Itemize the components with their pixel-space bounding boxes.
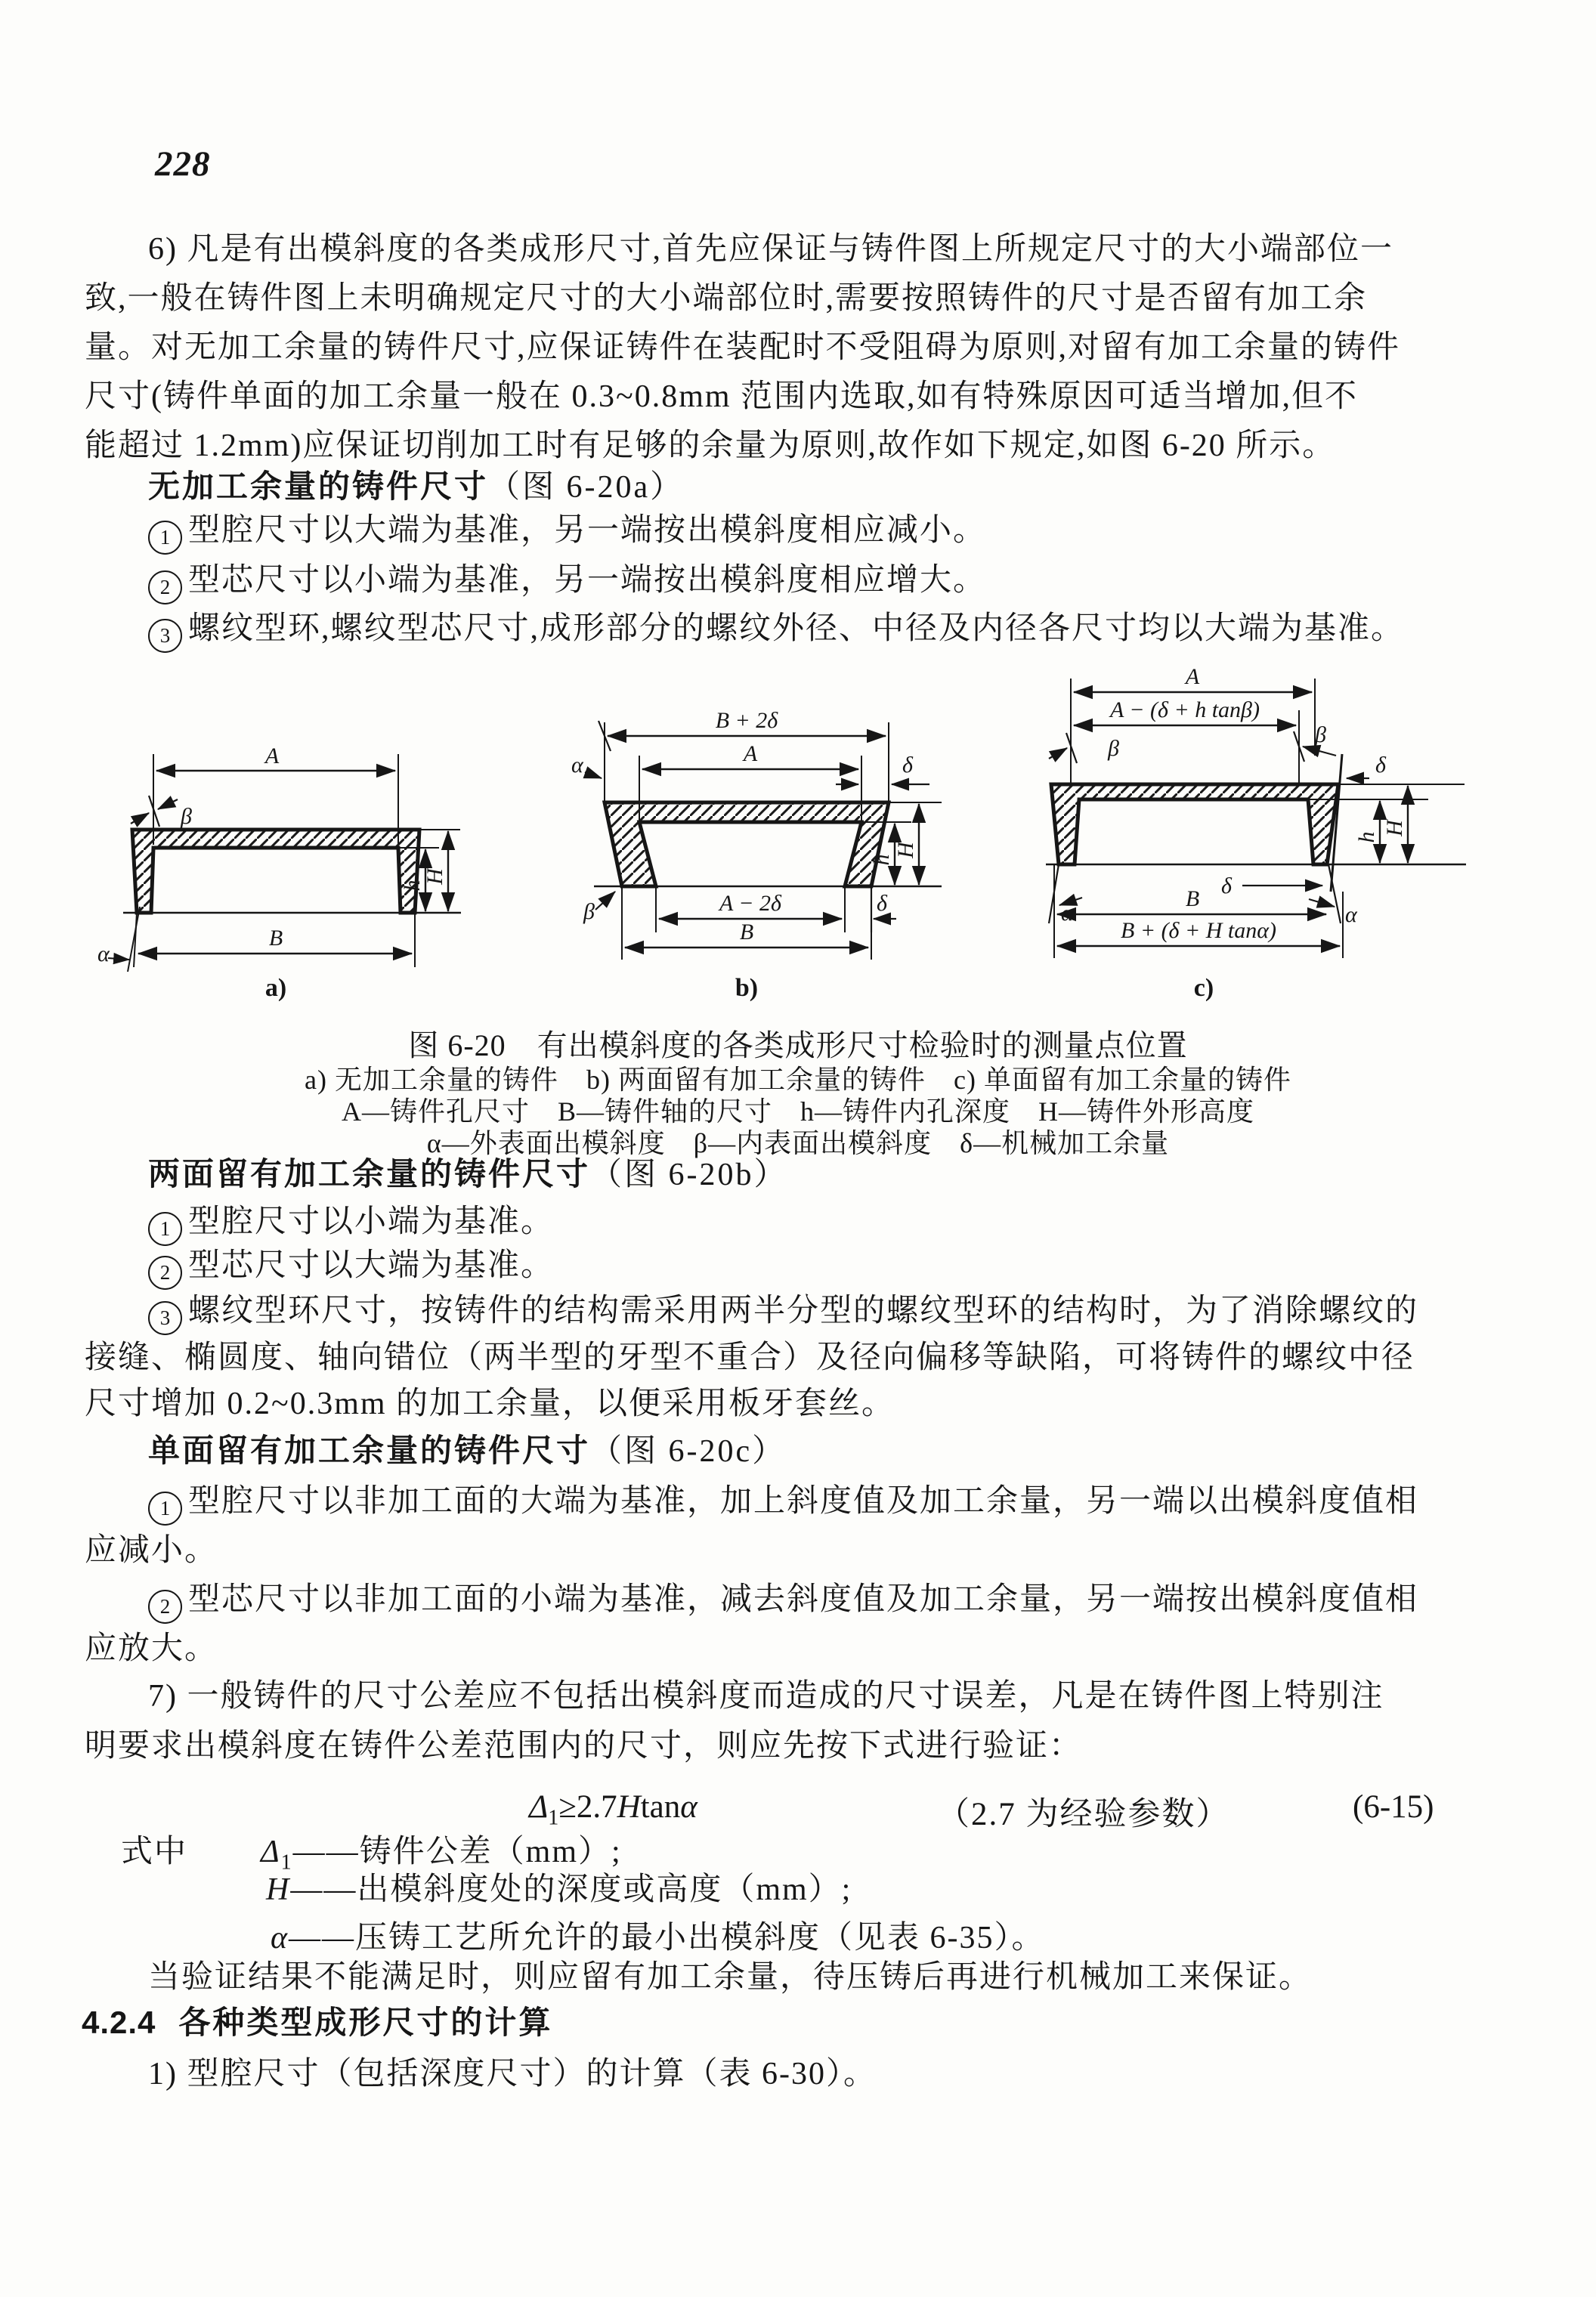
list-item-text: 型芯尺寸以非加工面的小端为基准，减去斜度值及加工余量，另一端按出模斜度值相 <box>188 1582 1419 1617</box>
dimension-A <box>1071 679 1315 784</box>
paragraph-line: 1) 型腔尺寸（包括深度尺寸）的计算（表 6-30）。 <box>148 2057 877 2091</box>
dim-label-B: B <box>1185 886 1200 911</box>
list-item <box>148 1482 1418 1526</box>
variable-H: H <box>266 1872 291 1907</box>
paragraph-line: 7) 一般铸件的尺寸公差应不包括出模斜度而造成的尺寸误差，凡是在铸件图上特别注 <box>148 1679 1384 1714</box>
equation-expression <box>529 1788 697 1831</box>
paragraph-line: 6) 凡是有出模斜度的各类成形尺寸,首先应保证与铸件图上所规定尺寸的大小端部位一 <box>148 232 1393 267</box>
list-item <box>148 1580 1418 1624</box>
angle-label-beta-left: β <box>1108 736 1119 761</box>
figure-reference: （图 6-20b） <box>590 1158 788 1192</box>
definition-text: ——压铸工艺所允许的最小出模斜度（见表 6-35）。 <box>289 1921 1045 1955</box>
figure-panel-b <box>565 657 1004 1012</box>
definition-text: ——铸件公差（mm）; <box>292 1835 622 1869</box>
delta-label-bottom: δ <box>1221 873 1232 898</box>
figure-caption-subpanels: a) 无加工余量的铸件 b) 两面留有加工余量的铸件 c) 单面留有加工余量的铸件 <box>305 1065 1291 1095</box>
definition-text: ——出模斜度处的深度或高度（mm）; <box>290 1872 852 1907</box>
angle-alpha-mark <box>585 721 611 778</box>
tan-function: tan <box>640 1789 681 1825</box>
list-item <box>148 511 986 555</box>
paragraph-line: 能超过 1.2mm)应保证切削加工时有足够的余量为原则,故作如下规定,如图 6-20 所示。 <box>85 428 1336 463</box>
dim-label-A-reduced: A − (δ + h tanβ) <box>1110 697 1260 722</box>
paragraph-line: 当验证结果不能满足时，则应留有加工余量，待压铸后再进行机械加工来保证。 <box>148 1960 1313 1995</box>
figure-reference: （图 6-20a） <box>488 470 685 505</box>
dim-label-h: h <box>1354 831 1379 843</box>
list-item-text: 型腔尺寸以小端为基准。 <box>188 1204 555 1239</box>
circled-number: 3 <box>148 1301 182 1335</box>
subheading-one-face <box>148 1431 786 1472</box>
dim-label-H: H <box>893 842 918 858</box>
panel-label-a: a) <box>264 974 287 1002</box>
where-def-alpha <box>271 1912 1045 1958</box>
list-item <box>148 1291 1418 1335</box>
angle-label-alpha-right: α <box>1345 902 1357 927</box>
dim-label-H: H <box>1382 820 1407 836</box>
dim-label-A: A <box>264 744 280 768</box>
list-item <box>148 561 986 604</box>
paragraph-line: 应减小。 <box>85 1533 218 1568</box>
paragraph-line: 量。对无加工余量的铸件尺寸,应保证铸件在装配时不受阻碍为原则,对留有加工余量的铸件 <box>85 330 1401 365</box>
delta-subscript: 1 <box>548 1806 559 1830</box>
section-title: 各种类型成形尺寸的计算 <box>178 2005 553 2040</box>
dim-label-A: A <box>1185 664 1200 689</box>
variable-alpha: α <box>271 1921 289 1955</box>
angle-beta-marks <box>1049 731 1336 763</box>
angle-label-beta-right: β <box>1315 722 1326 747</box>
panel-label-b: b) <box>735 974 759 1002</box>
page-number: 228 <box>155 144 211 184</box>
delta-symbol: Δ <box>261 1835 281 1869</box>
list-item-text: 螺纹型环,螺纹型芯尺寸,成形部分的螺纹外径、中径及内径各尺寸均以大端为基准。 <box>188 611 1405 646</box>
subheading-both-faces <box>148 1155 788 1195</box>
list-item-text: 型腔尺寸以大端为基准，另一端按出模斜度相应减小。 <box>188 513 987 548</box>
list-item-text: 型腔尺寸以非加工面的大端为基准，加上斜度值及加工余量，另一端以出模斜度值相 <box>188 1484 1419 1519</box>
list-item <box>148 1202 554 1246</box>
paragraph-line: 明要求出模斜度在铸件公差范围内的尺寸，则应先按下式进行验证： <box>85 1729 1083 1764</box>
relation-symbol: ≥ <box>558 1789 577 1825</box>
delta-label-top: δ <box>1375 753 1386 778</box>
subheading-text: 单面留有加工余量的铸件尺寸 <box>148 1433 591 1468</box>
figure-caption-legend2: α—外表面出模斜度 β—内表面出模斜度 δ—机械加工余量 <box>426 1128 1170 1158</box>
delta-symbol: Δ <box>529 1789 549 1825</box>
circled-number: 2 <box>148 1256 182 1290</box>
where-def-H <box>266 1864 852 1909</box>
list-item-text: 螺纹型环尺寸，按铸件的结构需采用两半分型的螺纹型环的结构时，为了消除螺纹的 <box>188 1294 1419 1328</box>
dim-label-A: A <box>743 741 758 766</box>
paragraph-line: 应放大。 <box>85 1631 218 1666</box>
angle-label-beta: β <box>583 899 595 924</box>
dim-label-h: h <box>869 854 894 866</box>
angle-label-alpha: α <box>571 753 583 778</box>
paragraph-line: 致,一般在铸件图上未明确规定尺寸的大小端部位时,需要按照铸件的尺寸是否留有加工余 <box>85 281 1368 316</box>
variable-H: H <box>617 1789 641 1825</box>
circled-number: 2 <box>148 1590 182 1624</box>
circled-number: 1 <box>148 521 182 555</box>
figure-reference: （图 6-20c） <box>590 1434 787 1469</box>
subheading-text: 无加工余量的铸件尺寸 <box>148 468 489 504</box>
angle-label-alpha-left: α <box>1061 901 1073 926</box>
list-item-text: 型芯尺寸以大端为基准。 <box>188 1248 555 1283</box>
circled-number: 3 <box>148 619 182 653</box>
dim-label-H: H <box>422 868 447 885</box>
dim-label-h: h <box>400 880 425 892</box>
delta-label-bottom: δ <box>877 891 887 916</box>
list-item <box>148 609 1404 653</box>
paragraph-line: 尺寸(铸件单面的加工余量一般在 0.3~0.8mm 范围内选取,如有特殊原因可适当增加,但不 <box>85 379 1359 414</box>
figure-panel-c <box>1041 657 1514 1012</box>
equation-6-15 <box>0 1788 1596 1834</box>
list-item-text: 型芯尺寸以小端为基准，另一端按出模斜度相应增大。 <box>188 563 987 598</box>
casting-section-outline <box>1051 784 1338 864</box>
figure-caption-legend1: A—铸件孔尺寸 B—铸件轴的尺寸 h—铸件内孔深度 H—铸件外形高度 <box>341 1096 1254 1127</box>
dim-label-A2d: A − 2δ <box>719 891 781 916</box>
circled-number: 1 <box>148 1492 182 1526</box>
dim-label-B: B <box>739 920 754 944</box>
coefficient: 2.7 <box>576 1789 617 1825</box>
section-heading-424 <box>82 2003 552 2044</box>
circled-number: 1 <box>148 1212 182 1246</box>
where-lead: 式中 <box>121 1835 188 1869</box>
casting-section-outline <box>605 802 889 886</box>
panel-label-c: c) <box>1193 974 1214 1002</box>
delta-top-right <box>1331 754 1369 892</box>
section-number: 4.2.4 <box>82 2005 156 2040</box>
casting-section-outline <box>132 830 419 913</box>
variable-alpha: α <box>680 1789 697 1825</box>
dimension-B <box>108 907 415 972</box>
delta-label-top: δ <box>902 753 913 778</box>
angle-label-alpha: α <box>97 941 110 966</box>
dim-label-B: B <box>268 926 283 951</box>
figure-panel-a <box>87 657 465 1012</box>
dim-label-B2d: B + 2δ <box>715 708 778 733</box>
dim-label-B-enlarged: B + (δ + H tanα) <box>1121 918 1276 943</box>
delta-subscript: 1 <box>280 1850 293 1875</box>
list-item <box>148 1246 554 1290</box>
figure-caption-title: 图 6-20 有出模斜度的各类成形尺寸检验时的测量点位置 <box>408 1028 1188 1062</box>
equation-number: (6-15) <box>1353 1789 1434 1825</box>
circled-number: 2 <box>148 570 182 604</box>
equation-note: （2.7 为经验参数） <box>937 1797 1230 1832</box>
angle-beta-mark <box>595 892 615 910</box>
subheading-no-allowance <box>148 467 684 508</box>
dimension-B <box>1054 864 1326 958</box>
paragraph-line: 尺寸增加 0.2~0.3mm 的加工余量，以便采用板牙套丝。 <box>85 1387 895 1421</box>
subheading-text: 两面留有加工余量的铸件尺寸 <box>148 1156 591 1192</box>
paragraph-line: 接缝、椭圆度、轴向错位（两半型的牙型不重合）及径向偏移等缺陷，可将铸件的螺纹中径 <box>85 1340 1415 1375</box>
angle-label-beta: β <box>181 804 192 829</box>
